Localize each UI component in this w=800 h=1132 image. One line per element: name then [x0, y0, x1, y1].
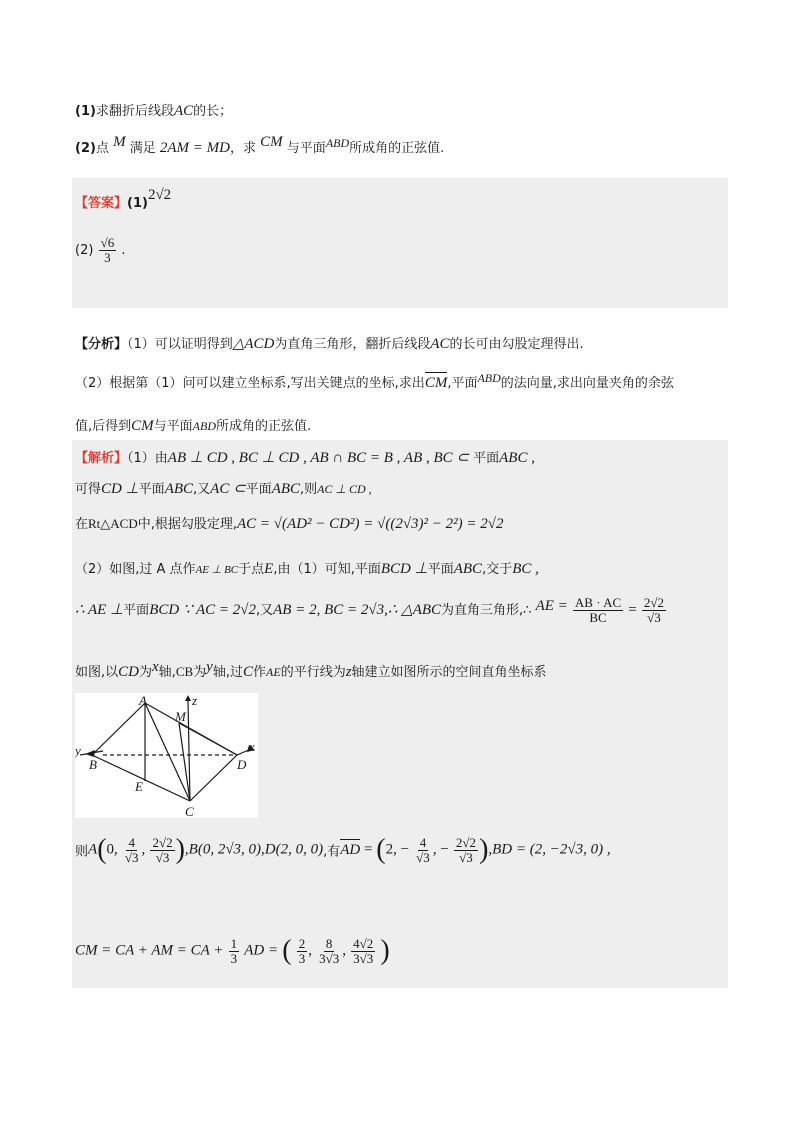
label-z: z: [192, 693, 198, 708]
label-y: y: [75, 743, 81, 758]
label-m: M: [175, 709, 186, 724]
ad-z-coord: $\frac{2√2}{√3}$: [455, 834, 477, 865]
solution-line-6: 如图,以CD为x轴,CB为y轴,过C作AE的平行线为z轴建立如图所示的空间直角坐标系: [75, 659, 547, 680]
label-x: x: [249, 739, 255, 754]
label-e: E: [135, 779, 143, 794]
solution-line-5: ∴ AE ⊥平面BCD ∵ AC = 2√2,又AB = 2, BC = 2√3,∴ △ABC为直角三角形,∴ AE = $\frac{AB \cdot AC}{BC}$ = $\frac{2√2}{√3}$: [75, 595, 665, 625]
analysis-line-3: 值,后得到CM与平面ABD所成角的正弦值.: [75, 418, 312, 434]
solution-line-1: 【解析】（1）由AB ⊥ CD , BC ⊥ CD , AB ∩ BC = B , AB , BC ⊂ 平面ABC ,: [75, 450, 535, 466]
question-1: (1)求翻折后线段AC的长；: [75, 103, 233, 119]
answer-line-1: 【答案】(1)2√2: [75, 187, 172, 211]
analysis-line-1: 【分析】（1）可以证明得到△ACD为直角三角形，翻折后线段AC的长可由勾股定理得出.: [75, 336, 584, 352]
solution-line-4: （2）如图,过 A 点作AE ⊥ BC于点E,由（1）可知,平面BCD ⊥平面ABC,交于BC ,: [75, 561, 539, 577]
question-2: (2)点 M 满足 2AM = MD，求 CM 与平面ABD所成角的正弦值.: [75, 134, 445, 156]
solution-line-7: 则A(0, $\frac{4}{√3}$ , $\frac{2√2}{√3}$ ),B(0, 2√3, 0),D(2, 0, 0),有AD = (2, − $\frac{4}{√3}$ , − $\frac{2√2}{√3}$ ),BD = (2, −2√3, 0) ,: [75, 834, 611, 865]
a-z-coord: $\frac{2√2}{√3}$: [152, 834, 173, 865]
geometry-figure: [75, 693, 258, 818]
tetrahedron-diagram: [75, 693, 258, 818]
ae-fraction-2: $\frac{2√2}{√3}$: [643, 595, 665, 625]
cm-x-coord: $\frac{2}{3}$: [298, 935, 306, 966]
analysis-line-2: （2）根据第（1）问可以建立坐标系,写出关键点的坐标,求出CM,平面ABD的法向量,求出向量夹角的余弦: [75, 371, 674, 391]
solution-line-8: CM = CA + AM = CA + $\frac{1}{3}$ AD = ( $\frac{2}{3}$ , $\frac{8}{3√3}$ , $\frac{4√2}{3√3}$ ): [75, 935, 390, 966]
label-c: C: [185, 804, 194, 818]
ad-y-coord: $\frac{4}{√3}$: [416, 834, 430, 865]
label-b: B: [89, 757, 97, 772]
answer-2-fraction: $\frac{√6}{3}$: [100, 235, 115, 265]
ae-fraction-1: $\frac{AB \cdot AC}{BC}$: [574, 595, 622, 625]
one-third-fraction: $\frac{1}{3}$: [230, 935, 238, 966]
label-a: A: [139, 693, 147, 708]
answer-line-2: (2) $\frac{√6}{3}$ .: [75, 235, 126, 265]
cm-y-coord: $\frac{8}{3√3}$: [319, 935, 340, 966]
a-y-coord: $\frac{4}{√3}$: [124, 834, 139, 865]
cm-z-coord: $\frac{4√2}{3√3}$: [353, 935, 374, 966]
label-d: D: [237, 757, 247, 772]
solution-line-2: 可得CD ⊥平面ABC,又AC ⊂平面ABC,则AC ⊥ CD ,: [75, 481, 372, 497]
solution-line-3: 在Rt△ACD中,根据勾股定理,AC = √(AD² − CD²) = √((2√3)² − 2²) = 2√2: [75, 516, 504, 532]
